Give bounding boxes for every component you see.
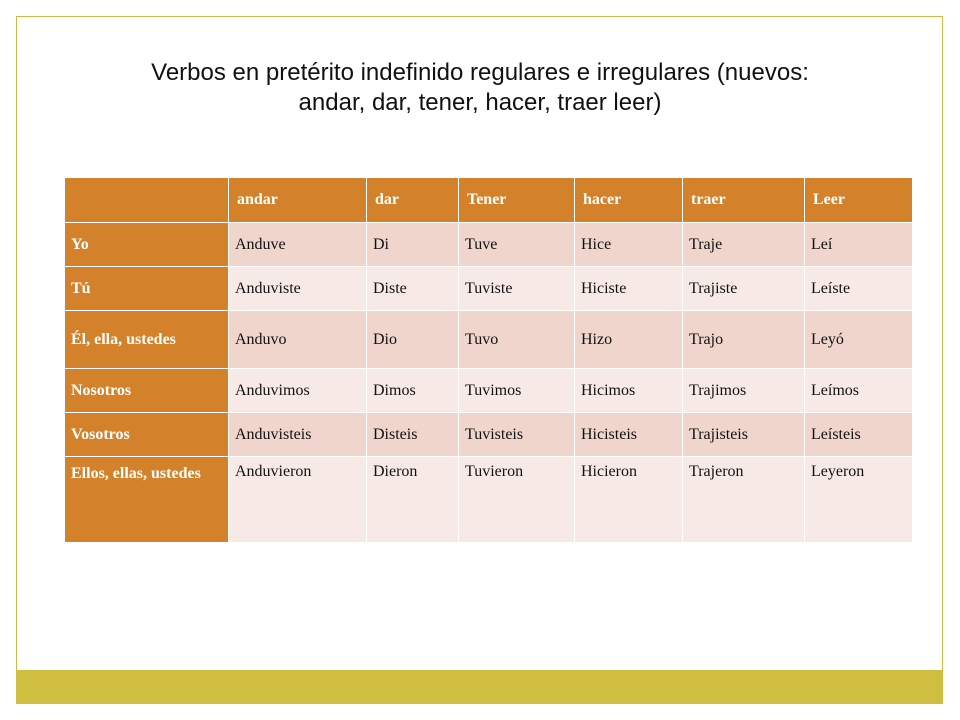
form-cell: Tuvimos (459, 369, 575, 413)
form-cell: Hicimos (575, 369, 683, 413)
form-cell: Traje (683, 223, 805, 267)
form-cell: Leímos (805, 369, 913, 413)
form-cell: Leyó (805, 311, 913, 369)
form-cell: Anduvimos (229, 369, 367, 413)
form-cell: Trajimos (683, 369, 805, 413)
form-cell: Hiciste (575, 267, 683, 311)
form-cell: Anduvieron (229, 457, 367, 543)
form-cell: Hice (575, 223, 683, 267)
form-cell: Anduviste (229, 267, 367, 311)
table-row (65, 311, 913, 369)
form-cell: Trajeron (683, 457, 805, 543)
form-cell: Di (367, 223, 459, 267)
form-cell: Leíste (805, 267, 913, 311)
form-cell: Tuve (459, 223, 575, 267)
table-row (65, 457, 913, 543)
form-cell: Trajiste (683, 267, 805, 311)
pronoun-cell: Yo (65, 223, 229, 267)
header-cell-empty (65, 178, 229, 223)
pronoun-cell: Él, ella, ustedes (65, 311, 229, 369)
form-cell: Hicisteis (575, 413, 683, 457)
header-cell-hacer: hacer (575, 178, 683, 223)
slide-title-line-2: andar, dar, tener, hacer, traer leer) (298, 89, 662, 116)
form-cell: Leísteis (805, 413, 913, 457)
form-cell: Diste (367, 267, 459, 311)
form-cell: Dimos (367, 369, 459, 413)
form-cell: Hicieron (575, 457, 683, 543)
form-cell: Tuvisteis (459, 413, 575, 457)
footer-bar (16, 670, 943, 704)
form-cell: Leyeron (805, 457, 913, 543)
form-cell: Anduve (229, 223, 367, 267)
form-cell: Anduvisteis (229, 413, 367, 457)
table-header-row (65, 178, 913, 223)
form-cell: Trajisteis (683, 413, 805, 457)
pronoun-cell: Nosotros (65, 369, 229, 413)
table-row (65, 413, 913, 457)
form-cell: Dio (367, 311, 459, 369)
pronoun-cell: Tú (65, 267, 229, 311)
pronoun-cell: Vosotros (65, 413, 229, 457)
form-cell: Leí (805, 223, 913, 267)
slide-title (60, 58, 900, 118)
form-cell: Disteis (367, 413, 459, 457)
header-cell-dar: dar (367, 178, 459, 223)
form-cell: Tuvo (459, 311, 575, 369)
form-cell: Dieron (367, 457, 459, 543)
header-cell-leer: Leer (805, 178, 913, 223)
slide-title-line-1: Verbos en pretérito indefinido regulares e irregulares (nuevos: (151, 59, 809, 86)
header-cell-andar: andar (229, 178, 367, 223)
table-row (65, 223, 913, 267)
form-cell: Anduvo (229, 311, 367, 369)
form-cell: Tuvieron (459, 457, 575, 543)
pronoun-cell: Ellos, ellas, ustedes (65, 457, 229, 543)
header-cell-traer: traer (683, 178, 805, 223)
form-cell: Trajo (683, 311, 805, 369)
conjugation-table (64, 177, 913, 543)
form-cell: Hizo (575, 311, 683, 369)
table-row (65, 369, 913, 413)
table-row (65, 267, 913, 311)
header-cell-tener: Tener (459, 178, 575, 223)
form-cell: Tuviste (459, 267, 575, 311)
